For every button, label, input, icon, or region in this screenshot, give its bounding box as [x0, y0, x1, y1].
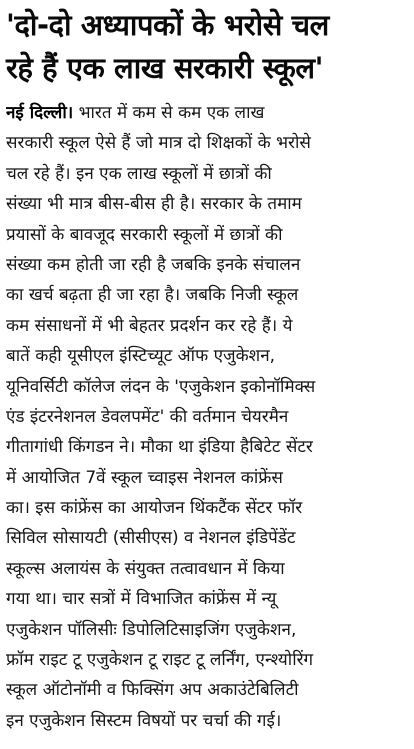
body-line: का। इस कांफ्रेंस का आयोजन थिंकटैंक सेंटर फॉर	[6, 498, 303, 519]
body-line: स्कूल्स अलायंस के संयुक्त तत्वावधान में किया	[6, 558, 285, 579]
body-line-text: भारत में कम से कम एक लाख	[73, 103, 265, 123]
body-line: चल रहे हैं। इन एक लाख स्कूलों में छात्रों की	[6, 163, 272, 184]
dateline: नई दिल्ली।	[6, 103, 74, 123]
headline-line: 'दो-दो अध्यापकों के भरोसे चल	[6, 8, 329, 42]
article-headline	[6, 4, 408, 90]
body-line: सिविल सोसायटी (सीसीएस) व नेशनल इंडिपेंडेंट	[6, 528, 296, 549]
body-line: एजुकेशन पॉलिसीः डिपोलिटिसाइजिंग एजुकेशन,	[6, 619, 297, 640]
body-line: संख्या कम होती जा रही है जबकि इनके संचालन	[6, 254, 301, 275]
body-line	[6, 98, 408, 128]
body-line: में आयोजित 7वें स्कूल च्वाइस नेशनल कांफ्रेंस	[6, 467, 283, 488]
body-line: कम संसाधनों में भी बेहतर प्रदर्शन कर रहे हैं। ये	[6, 315, 293, 336]
body-line: यूनिवर्सिटी कॉलेज लंदन के 'एजुकेशन इकोनॉमिक्स	[6, 376, 316, 397]
body-line: सरकारी स्कूल ऐसे हैं जो मात्र दो शिक्षकों के भरोसे	[6, 133, 311, 154]
body-line: प्रयासों के बावजूद सरकारी स्कूलों में छात्रों की	[6, 224, 283, 245]
body-line: गया था। चार सत्रों में विभाजित कांफ्रेंस में न्यू	[6, 589, 277, 610]
article-body	[6, 98, 408, 736]
body-line: इन एजुकेशन सिस्टम विषयों पर चर्चा की गई।	[6, 710, 282, 731]
body-line: एंड इंटरनेशनल डेवलपमेंट' की वर्तमान चेयरमैन	[6, 406, 289, 427]
body-line: बातें कही यूसीएल इंस्टिच्यूट ऑफ एजुकेशन,	[6, 346, 276, 367]
body-line: संख्या भी मात्र बीस-बीस ही है। सरकार के तमाम	[6, 194, 302, 215]
headline-line: रहे हैं एक लाख सरकारी स्कूल'	[6, 51, 324, 85]
body-line: का खर्च बढ़ता ही जा रहा है। जबकि निजी स्कूल	[6, 285, 299, 306]
body-line: गीतागांधी किंगडन ने। मौका था इंडिया हैबिटेट सेंटर	[6, 437, 313, 458]
body-line: स्कूल ऑटोनॉमी व फिक्सिंग अप अकाउंटेबिलिटी	[6, 680, 299, 701]
body-line: फ्रॉम राइट टू एजुकेशन टू राइट टू लर्निंग, एन्श्योरिंग	[6, 650, 314, 671]
